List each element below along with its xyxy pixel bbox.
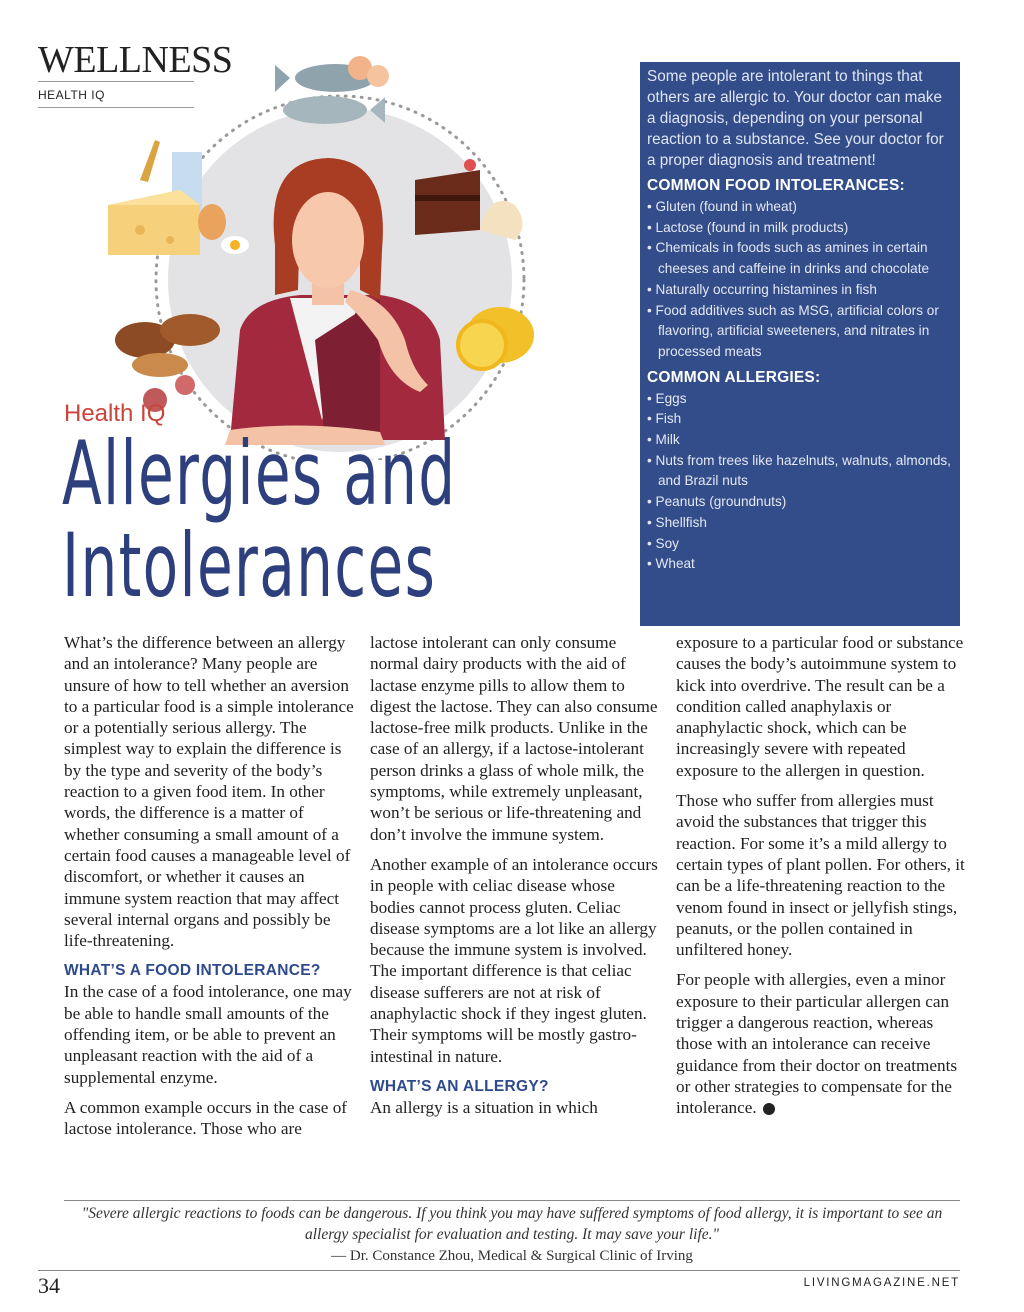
list-item: • Food additives such as MSG, artificial colors or flavoring, artificial sweeteners, and nitrates in processed meats bbox=[647, 301, 952, 363]
paragraph: In the case of a food intolerance, one may be able to handle small amounts of the offending item, or be able to prevent an unpleasant reaction with the aid of a supplemental enzyme. bbox=[64, 982, 352, 1087]
footer-rule bbox=[38, 1270, 960, 1271]
paragraph: lactose intolerant can only consume normal dairy products with the aid of lactase enzyme pills to allow them to digest the lactose. They can also consume lactose-free milk products. Unlike in the case of an allergy, if a lactose-intolerant person drinks a glass of whole milk, the symptoms, while extremely unpleasant, won’t be serious or life-threatening and don’t involve the immune system. bbox=[370, 633, 658, 844]
article-column-2 bbox=[370, 632, 660, 1127]
list-item: • Soy bbox=[647, 534, 952, 555]
section-subtitle: HEALTH IQ bbox=[38, 88, 105, 102]
subheading: WHAT’S AN ALLERGY? bbox=[370, 1077, 549, 1095]
paragraph: Those who suffer from allergies must avoid the substances that trigger this reaction. For some it’s a mild allergy to certain types of plant pollen. For others, it can be a life-threatening reaction to the venom found in insect or jellyfish stings, peanuts, or the pollen contained in unfiltered honey. bbox=[676, 791, 965, 960]
list-item: • Chemicals in foods such as amines in certain cheeses and caffeine in drinks and chocolate bbox=[647, 238, 952, 279]
article-title bbox=[62, 422, 457, 617]
pull-quote: "Severe allergic reactions to foods can be dangerous. If you think you may have suffered symptoms of food allergy, it is important to see an allergy specialist for evaluation and testing. It may save your life." bbox=[81, 1205, 943, 1243]
article-kicker: Health IQ bbox=[64, 400, 166, 427]
list-item: • Naturally occurring histamines in fish bbox=[647, 280, 952, 301]
paragraph bbox=[676, 969, 966, 1118]
allergies-list bbox=[647, 389, 952, 575]
title-line: Intolerances bbox=[62, 514, 437, 617]
paragraph: An allergy is a situation in which bbox=[370, 1097, 598, 1117]
article-column-3 bbox=[676, 632, 966, 1128]
title-line: Allergies and bbox=[62, 422, 457, 525]
info-sidebar bbox=[640, 62, 960, 626]
list-item: • Milk bbox=[647, 430, 952, 451]
subheading: WHAT’S A FOOD INTOLERANCE? bbox=[64, 962, 321, 980]
list-item: • Eggs bbox=[647, 389, 952, 410]
end-mark-icon bbox=[763, 1103, 775, 1115]
sidebar-intro: Some people are intolerant to things that others are allergic to. Your doctor can make a diagnosis, depending on your personal reaction to a substance. See your doctor for a proper diagnosis and treatment! bbox=[647, 68, 944, 169]
list-item: • Wheat bbox=[647, 554, 952, 575]
woman-food-illustration bbox=[60, 40, 560, 460]
paragraph: What’s the difference between an allergy and an intolerance? Many people are unsure of how to tell whether an aversion to a particular food is a simple intolerance or a potentially serious allergy. The simplest way to explain the difference is by the type and severity of the body’s reaction to a given food item. In other words, the difference is a matter of whether consuming a small amount of a certain food causes a manageable level of discomfort, or whether it causes an immune system reaction that may affect several internal organs and possibly be life-threatening. bbox=[64, 633, 354, 951]
section-title: WELLNESS bbox=[38, 39, 233, 81]
intolerances-list bbox=[647, 197, 952, 363]
page-number: 34 bbox=[38, 1273, 60, 1298]
quote-rule bbox=[64, 1200, 960, 1201]
list-item: • Peanuts (groundnuts) bbox=[647, 492, 952, 513]
quote-attribution: — Dr. Constance Zhou, Medical & Surgical Clinic of Irving bbox=[331, 1248, 693, 1264]
list-item: • Lactose (found in milk products) bbox=[647, 218, 952, 239]
intolerances-heading: COMMON FOOD INTOLERANCES: bbox=[647, 177, 905, 194]
final-paragraph-text: For people with allergies, even a minor exposure to their particular allergen can trigger a dangerous reaction, whereas those with an intolerance can receive guidance from their doctor on treatments or other strategies to compensate for the intolerance. bbox=[676, 970, 958, 1118]
article-column-1 bbox=[64, 632, 354, 1149]
paragraph: Another example of an intolerance occurs in people with celiac disease whose bodies cannot process gluten. Celiac disease symptoms are a lot like an allergy because the immune system is involved. The important difference is that celiac disease sufferers are not at risk of anaphylactic shock if they ingest gluten. Their symptoms will be mostly gastro-intestinal in nature. bbox=[370, 854, 658, 1066]
list-item: • Gluten (found in wheat) bbox=[647, 197, 952, 218]
site-url: LIVINGMAGAZINE.NET bbox=[803, 1277, 960, 1289]
list-item: • Fish bbox=[647, 409, 952, 430]
list-item: • Shellfish bbox=[647, 513, 952, 534]
paragraph: A common example occurs in the case of lactose intolerance. Those who are bbox=[64, 1097, 348, 1139]
allergies-heading: COMMON ALLERGIES: bbox=[647, 368, 821, 386]
list-item: • Nuts from trees like hazelnuts, walnuts, almonds, and Brazil nuts bbox=[647, 451, 952, 492]
paragraph: exposure to a particular food or substance causes the body’s autoimmune system to kick into overdrive. The result can be a condition called anaphylaxis or anaphylactic shock, which can be increasingly severe with repeated exposure to the allergen in question. bbox=[676, 633, 964, 780]
